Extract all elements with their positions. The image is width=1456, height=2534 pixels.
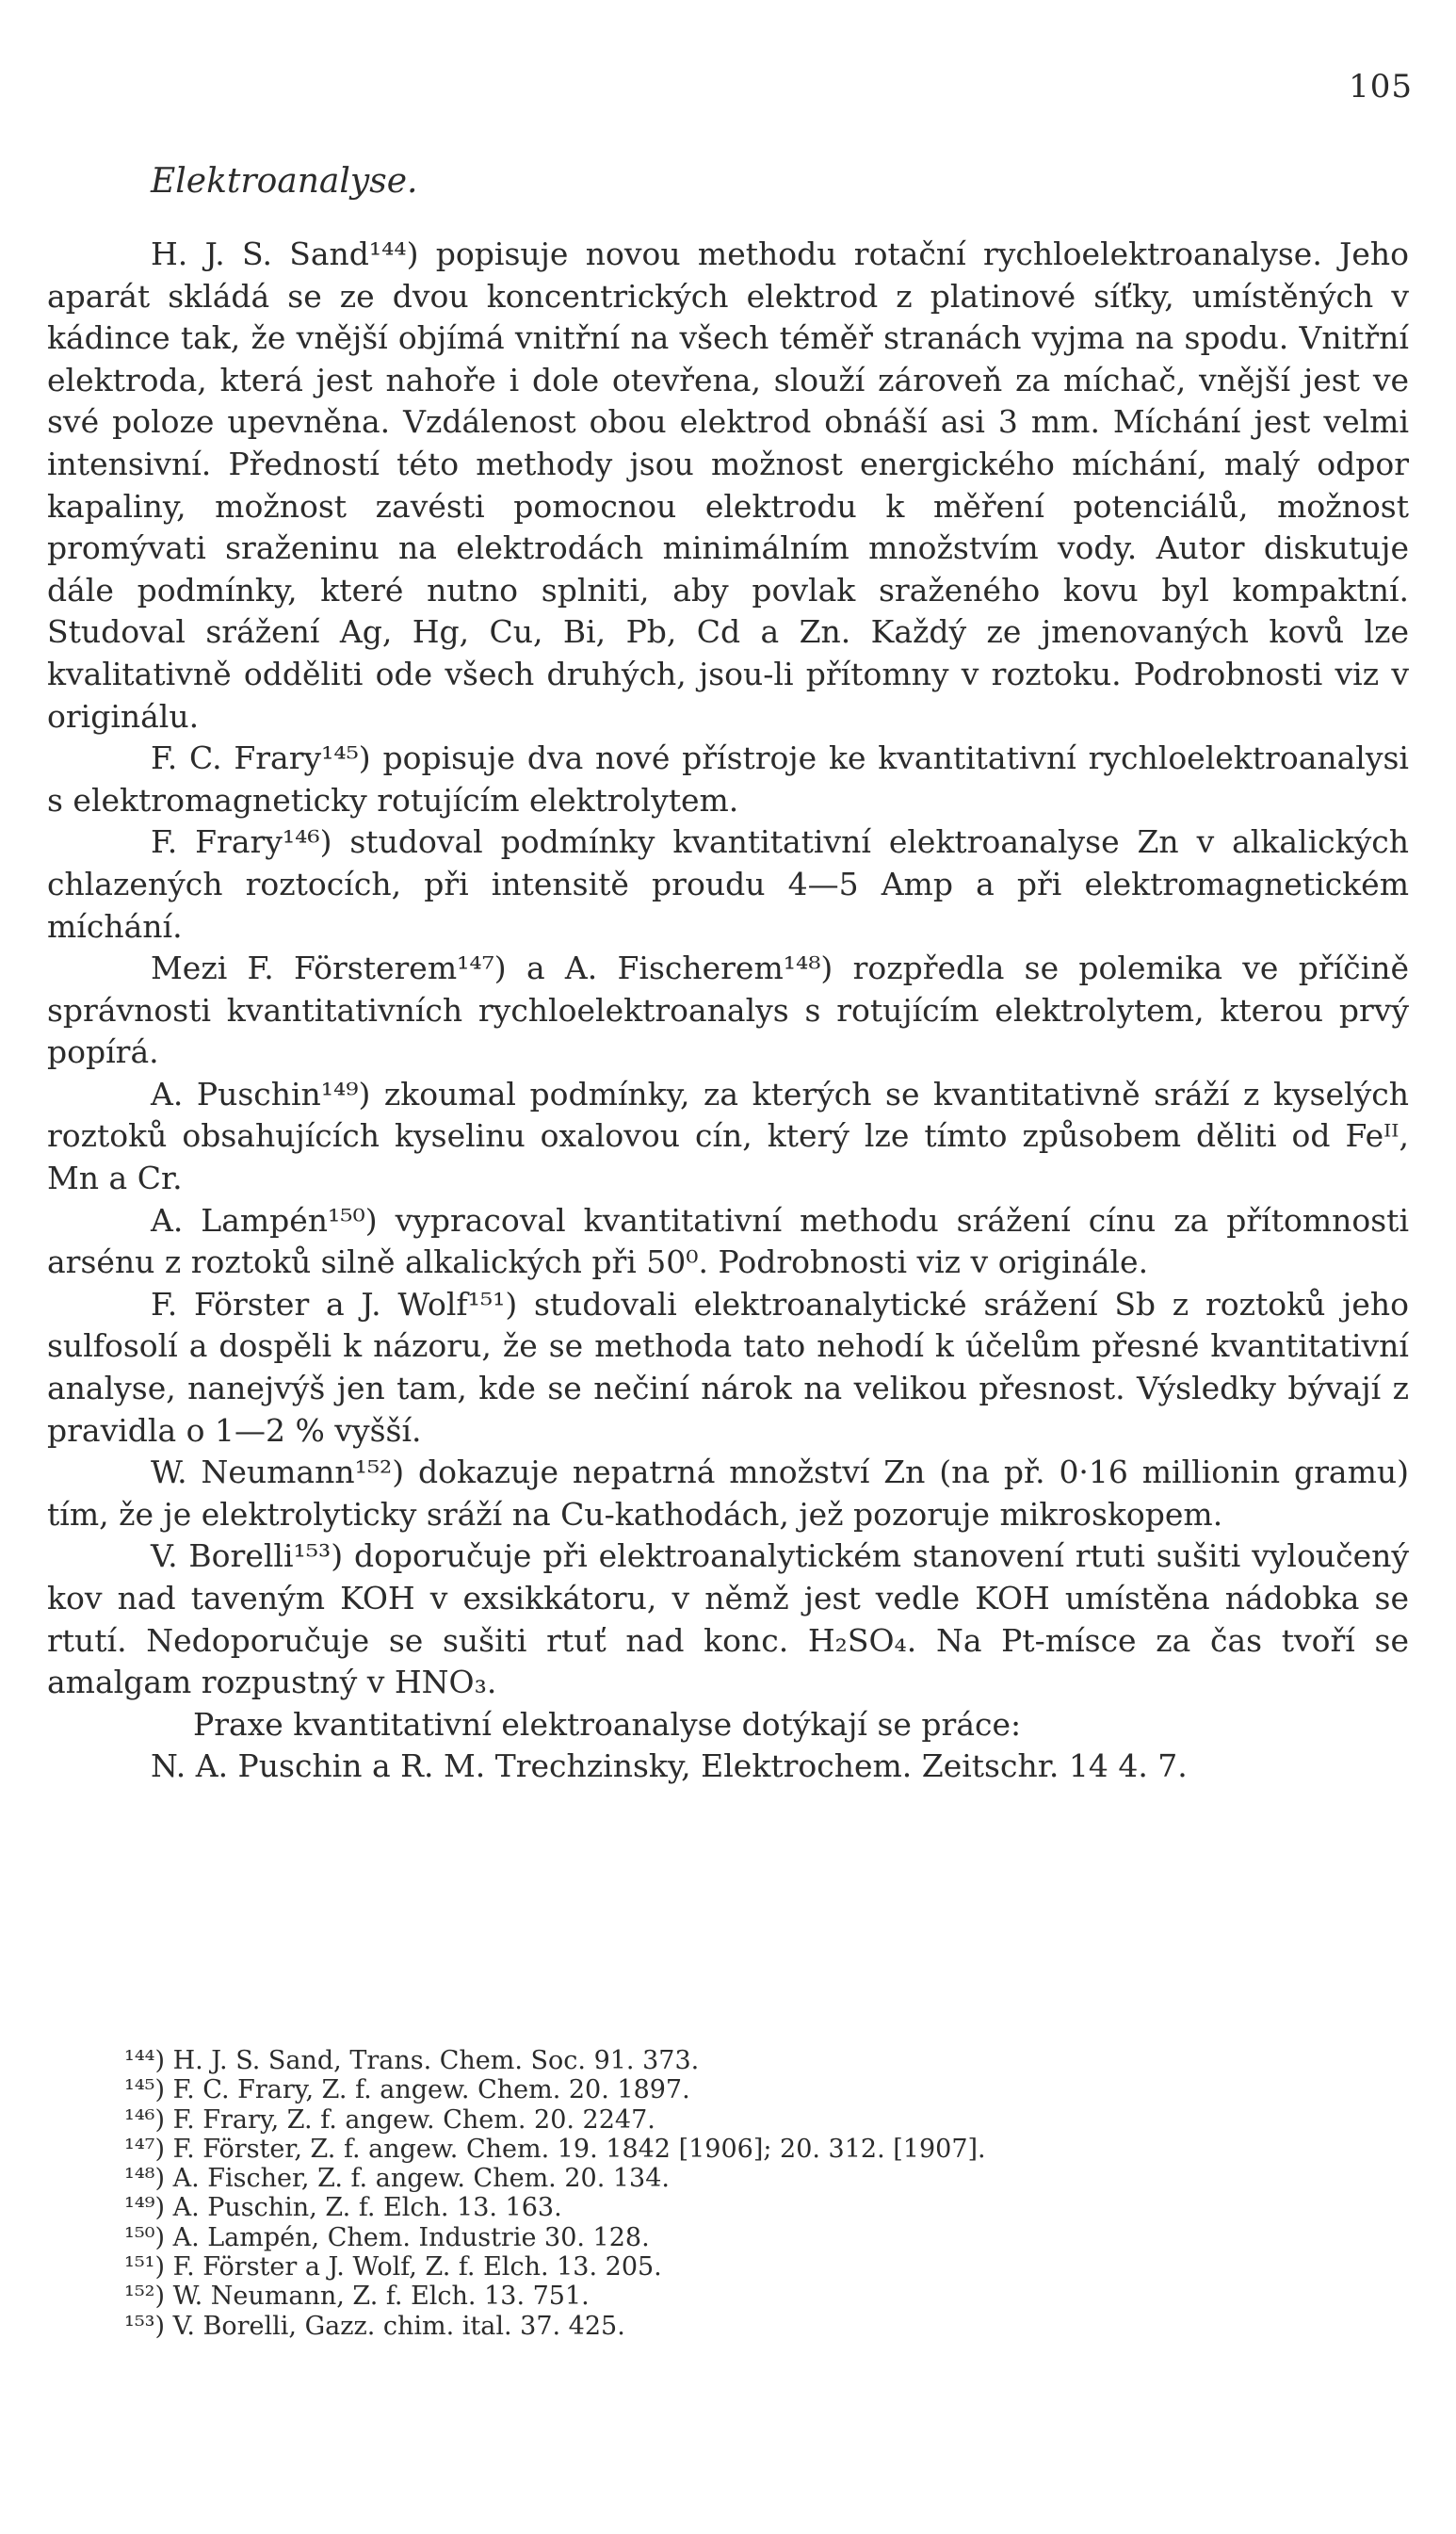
footnote-146: ¹⁴⁶) F. Frary, Z. f. angew. Chem. 20. 2247. <box>124 2104 655 2135</box>
paragraph-forster-fischer: Mezi F. Försterem¹⁴⁷) a A. Fischerem¹⁴⁸) rozpředla se polemika ve příčině správnosti kvantitativních rychloelektroanalys s rotujícím elektrolytem, kterou prvý popírá. <box>47 950 1409 1071</box>
paragraph-puschin: A. Puschin¹⁴⁹) zkoumal podmínky, za kterých se kvantitativně sráží z kyselých roztoků obsahujících kyselinu oxalovou cín, který lze tímto způsobem děliti od Feᴵᴵ, Mn a Cr. <box>47 1075 1409 1197</box>
paragraph-frary-f: F. Frary¹⁴⁶) studoval podmínky kvantitativní elektroanalyse Zn v alkalických chlazených roztocích, při intensitě proudu 4—5 Amp a při elektromagnetickém míchání. <box>47 823 1409 945</box>
paragraph-reference: N. A. Puschin a R. M. Trechzinsky, Elektrochem. Zeitschr. 14 4. 7. <box>151 1747 1188 1785</box>
footnote-153: ¹⁵³) V. Borelli, Gazz. chim. ital. 37. 425. <box>124 2311 625 2341</box>
paragraph-borelli: V. Borelli¹⁵³) doporučuje při elektroanalytickém stanovení rtuti sušiti vyloučený kov nad taveným KOH v exsikkátoru, v němž jest vedle KOH umístěna nádobka se rtutí. Nedoporučuje se sušiti rtuť nad konc. H₂SO₄. Na Pt-mísce za čas tvoří se amalgam rozpustný v HNO₃. <box>47 1537 1409 1701</box>
footnote-150: ¹⁵⁰) A. Lampén, Chem. Industrie 30. 128. <box>124 2222 650 2252</box>
paragraph-neumann: W. Neumann¹⁵²) dokazuje nepatrná množství Zn (na př. 0·16 millionin gramu) tím, že je elektrolyticky sráží na Cu-kathodách, jež pozoruje mikroskopem. <box>47 1454 1409 1533</box>
footnote-149: ¹⁴⁹) A. Puschin, Z. f. Elch. 13. 163. <box>124 2193 562 2223</box>
paragraph-frary-c: F. C. Frary¹⁴⁵) popisuje dva nové přístroje ke kvantitativní rychloelektroanalysi s elektromagneticky rotujícím elektrolytem. <box>47 739 1409 819</box>
footnote-152: ¹⁵²) W. Neumann, Z. f. Elch. 13. 751. <box>124 2282 590 2312</box>
paragraph-forster-wolf: F. Förster a J. Wolf¹⁵¹) studovali elektroanalytické srážení Sb z roztoků jeho sulfosolí a dospěli k názoru, že se methoda tato nehodí k účelům přesné kvantitativní analyse, nanejvýš jen tam, kde se nečiní nárok na velikou přesnost. Výsledky bývají z pravidla o 1—2 % vyšší. <box>47 1285 1409 1449</box>
paragraph-lampen: A. Lampén¹⁵⁰) vypracoval kvantitativní methodu srážení cínu za přítomnosti arsénu z roztoků silně alkalických při 50⁰. Podrobnosti viz v originále. <box>47 1201 1409 1281</box>
footnote-145: ¹⁴⁵) F. C. Frary, Z. f. angew. Chem. 20. 1897. <box>124 2075 690 2105</box>
section-title: Elektroanalyse. <box>151 162 418 201</box>
footnote-144: ¹⁴⁴) H. J. S. Sand, Trans. Chem. Soc. 91. 373. <box>124 2046 700 2075</box>
footnotes <box>124 2046 1349 2341</box>
paragraph-praxe: Praxe kvantitativní elektroanalyse dotýkají se práce: <box>193 1705 1022 1743</box>
page-number: 105 <box>1349 68 1413 106</box>
paragraph-sand: H. J. S. Sand¹⁴⁴) popisuje novou methodu rotační rychloelektroanalyse. Jeho aparát skládá se ze dvou koncentrických elektrod z platinové síťky, umístěných v kádince tak, že vnější objímá vnitřní na všech téměř stranách vyjma na spodu. Vnitřní elektroda, která jest nahoře i dole otevřena, slouží zároveň za míchač, vnější jest ve své poloze upevněna. Vzdálenost obou elektrod obnáší asi 3 mm. Míchání jest velmi intensivní. Předností této methody jsou možnost energického míchání, malý odpor kapaliny, možnost zavésti pomocnou elektrodu k měření potenciálů, možnost promývati sraženinu na elektrodách minimálním množstvím vody. Autor diskutuje dále podmínky, které nutno splniti, aby povlak sraženého kovu byl kompaktní. Studoval srážení Ag, Hg, Cu, Bi, Pb, Cd a Zn. Každý ze jmenovaných kovů lze kvalitativně odděliti ode všech druhých, jsou-li přítomny v roztoku. Podrobnosti viz v originálu. <box>47 236 1409 735</box>
body-text <box>47 234 1409 1788</box>
footnote-147: ¹⁴⁷) F. Förster, Z. f. angew. Chem. 19. 1842 [1906]; 20. 312. [1907]. <box>124 2134 986 2164</box>
footnote-148: ¹⁴⁸) A. Fischer, Z. f. angew. Chem. 20. 134. <box>124 2164 670 2194</box>
footnote-151: ¹⁵¹) F. Förster a J. Wolf, Z. f. Elch. 13. 205. <box>124 2252 662 2282</box>
